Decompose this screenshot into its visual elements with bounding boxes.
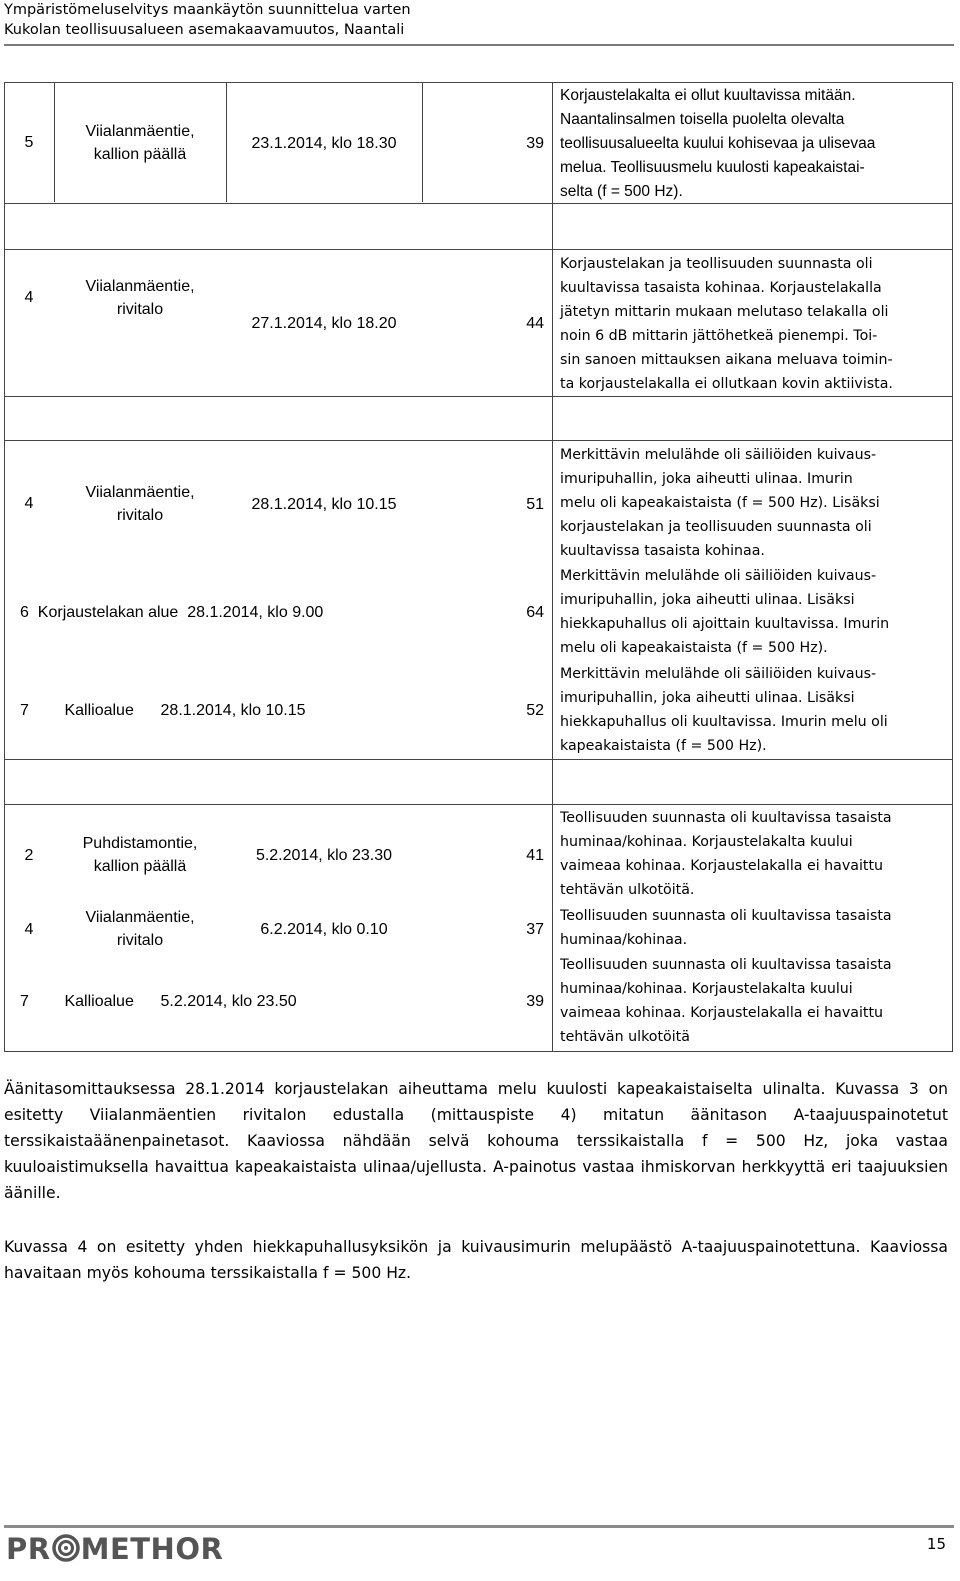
description-line: kapeakaistaista (f = 500 Hz). — [560, 738, 767, 754]
point-number: 5 — [24, 134, 34, 151]
description-line: Merkittävin melulähde oli säiliöiden kuivaus- — [560, 666, 877, 682]
location-line: rivitalo — [116, 301, 164, 318]
running-header — [4, 0, 954, 46]
table-border-left — [4, 82, 5, 1052]
description-line: kuultavissa tasaista kohinaa. Korjaustelakalla — [560, 280, 882, 296]
measurement-time: 23.1.2014, klo 18.30 — [251, 135, 397, 152]
level-db: 44 — [526, 315, 544, 332]
description-line: noin 6 dB mittarin jättöhetkeä pienempi. Toi- — [560, 328, 878, 344]
description-line: Korjaustelakan ja teollisuuden suunnasta oli — [560, 256, 873, 272]
level-db: 51 — [526, 496, 544, 513]
location-line: rivitalo — [116, 932, 164, 949]
footer-rule — [4, 1525, 954, 1528]
location-line: Viialanmäentie, — [85, 278, 195, 295]
description-line: Korjaustelakalta ei ollut kuultavissa mitään. — [560, 87, 856, 104]
description-line: Merkittävin melulähde oli säiliöiden kuivaus- — [560, 568, 877, 584]
description — [560, 953, 952, 1049]
col-divider — [552, 82, 553, 1052]
logo-text: PR — [6, 1532, 51, 1566]
description-line: melua. Teollisuusmelu kuulosti kapeakaistai- — [560, 159, 865, 176]
location-line: kallion päällä — [93, 858, 187, 875]
location-line: Viialanmäentie, — [85, 484, 195, 501]
description-line: Naantalinsalmen toisella puolelta olevalta — [560, 111, 845, 128]
measurement-time: 5.2.2014, klo 23.30 — [255, 847, 393, 864]
location — [54, 832, 226, 878]
body-paragraph: Äänitasomittauksessa 28.1.2014 korjaustelakan aiheuttama melu kuulosti kapeakaistaiselta ulinalta. Kuvassa 3 on esitetty Viialanmäentien rivitalon edustalla (mittauspiste 4) mitatun äänitason A-taajuuspainotetut terssikaistaäänenpainetasot. Kaaviossa nähdään selvä kohouma terssikaistalla f = 500 Hz, joka vastaa kuuloaistimuksella havaittua kapeakaistaista ulinaa/ujellusta. A-painotus vastaa ihmiskorvan herkkyyttä eri taajuuksien äänille. — [4, 1080, 948, 1202]
row-divider — [4, 396, 953, 397]
level-db: 64 — [526, 604, 544, 621]
row-divider — [4, 440, 953, 441]
body-paragraph: Kuvassa 4 on esitetty yhden hiekkapuhallusyksikön ja kuivausimurin melupäästö A-taajuuspainotettuna. Kaaviossa havaitaan myös kohouma terssikaistalla f = 500 Hz. — [4, 1238, 948, 1282]
description-line: Teollisuuden suunnasta oli kuultavissa tasaista — [560, 810, 892, 826]
location-line: Viialanmäentie, — [85, 123, 195, 140]
description-line: Merkittävin melulähde oli säiliöiden kuivaus- — [560, 447, 877, 463]
measurement-time: 27.1.2014, klo 18.20 — [251, 315, 397, 332]
row-divider — [4, 82, 953, 83]
description-line: ta korjaustelakalla ei ollutkaan kovin aktiivista. — [560, 376, 893, 392]
point-number: 4 — [24, 495, 34, 512]
description — [560, 252, 952, 396]
location — [54, 906, 226, 952]
description — [560, 443, 952, 563]
level-db: 52 — [526, 702, 544, 719]
row-divider — [4, 759, 953, 760]
measurement-table — [4, 82, 953, 1062]
description — [560, 904, 952, 952]
level-db: 37 — [526, 921, 544, 938]
header-title: Ympäristömeluselvitys maankäytön suunnittelua varten — [4, 2, 411, 18]
description-line: hiekkapuhallus oli kuultavissa. Imurin melu oli — [560, 714, 888, 730]
description — [560, 806, 952, 902]
location — [54, 481, 226, 527]
location-line: Puhdistamontie, — [82, 835, 198, 852]
row-divider — [4, 804, 953, 805]
description-line: imuripuhallin, joka aiheutti ulinaa. Lisäksi — [560, 592, 855, 608]
measurement-row-summary: 6 Korjaustelakan alue 28.1.2014, klo 9.00 — [20, 604, 324, 621]
description-line: huminaa/kohinaa. Korjaustelakalta kuului — [560, 981, 853, 997]
page-number: 15 — [926, 1535, 946, 1553]
location-line: rivitalo — [116, 507, 164, 524]
location-line: Viialanmäentie, — [85, 909, 195, 926]
location — [54, 120, 226, 166]
point-number: 4 — [24, 921, 34, 938]
description-line: korjaustelakan ja teollisuuden suunnasta oli — [560, 519, 872, 535]
company-logo — [6, 1532, 223, 1566]
description-line: huminaa/kohinaa. — [560, 932, 688, 948]
description-line: huminaa/kohinaa. Korjaustelakalta kuului — [560, 834, 853, 850]
row-divider — [4, 249, 953, 250]
level-db: 39 — [526, 135, 544, 152]
header-subtitle: Kukolan teollisuusalueen asemakaavamuutos, Naantali — [4, 22, 405, 38]
description-line: vaimeaa kohinaa. Korjaustelakalla ei havaittu — [560, 858, 884, 874]
point-number: 2 — [24, 847, 34, 864]
logo-text: METHOR — [80, 1532, 224, 1566]
description-line: melu oli kapeakaistaista (f = 500 Hz). — [560, 640, 828, 656]
description-line: tehtävän ulkotöitä. — [560, 882, 695, 898]
level-db: 41 — [526, 847, 544, 864]
description-line: imuripuhallin, joka aiheutti ulinaa. Imurin — [560, 471, 853, 487]
description-line: Teollisuuden suunnasta oli kuultavissa tasaista — [560, 908, 892, 924]
location — [54, 275, 226, 321]
measurement-row-summary: 7 Kallioalue 28.1.2014, klo 10.15 — [20, 702, 306, 719]
description — [560, 564, 952, 660]
description — [560, 662, 952, 758]
location-line: kallion päällä — [93, 146, 187, 163]
description-line: sin sanoen mittauksen aikana meluava toimin- — [560, 352, 893, 368]
description-line: teollisuusalueelta kuului kohisevaa ja ulisevaa — [560, 135, 876, 152]
description-line: vaimeaa kohinaa. Korjaustelakalla ei havaittu — [560, 1005, 884, 1021]
measurement-time: 6.2.2014, klo 0.10 — [260, 921, 388, 938]
description-line: kuultavissa tasaista kohinaa. — [560, 543, 765, 559]
row-divider — [4, 1051, 953, 1052]
level-db: 39 — [526, 993, 544, 1010]
measurement-row-summary: 7 Kallioalue 5.2.2014, klo 23.50 — [20, 993, 297, 1010]
description-line: jätetyn mittarin mukaan melutaso telakalla oli — [560, 304, 889, 320]
table-border-right — [952, 82, 953, 1052]
description-line: Teollisuuden suunnasta oli kuultavissa tasaista — [560, 957, 892, 973]
measurement-time: 28.1.2014, klo 10.15 — [251, 496, 397, 513]
description — [560, 84, 952, 204]
description-line: selta (f = 500 Hz). — [560, 183, 683, 200]
description-line: melu oli kapeakaistaista (f = 500 Hz). Lisäksi — [560, 495, 880, 511]
description-line: hiekkapuhallus oli ajoittain kuultavissa. Imurin — [560, 616, 890, 632]
point-number: 4 — [24, 289, 34, 306]
description-line: tehtävän ulkotöitä — [560, 1029, 690, 1045]
description-line: imuripuhallin, joka aiheutti ulinaa. Lisäksi — [560, 690, 855, 706]
logo-o-icon — [51, 1534, 81, 1562]
